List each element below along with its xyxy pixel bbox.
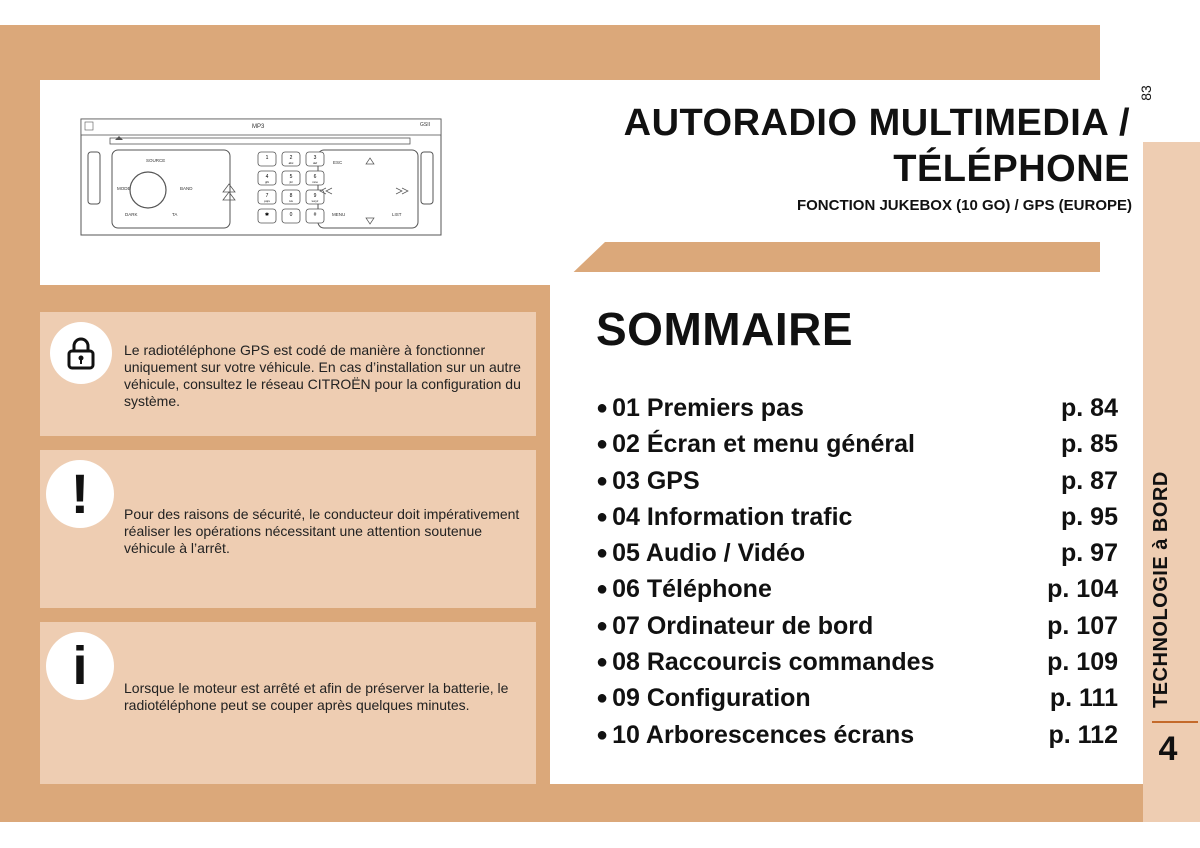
radio-key-number: 8	[289, 193, 293, 199]
radio-display-label: MP3	[252, 124, 265, 130]
bullet-icon: ●	[596, 505, 609, 528]
summary-item-page: p. 107	[1047, 611, 1118, 640]
radio-key-number: 3	[313, 155, 317, 161]
summary-item-label	[596, 537, 805, 573]
summary-item-label	[596, 682, 811, 718]
title-line-1: AUTORADIO MULTIMEDIA /	[623, 102, 1130, 144]
bullet-icon: ●	[596, 687, 609, 710]
title-line-2: TÉLÉPHONE	[893, 148, 1130, 190]
note-warning-text: Pour des raisons de sécurité, le conducteur doit impérativement réaliser les opérations nécessitant une attention soutenue véhicule à l’arrêt.	[124, 506, 520, 556]
page-number: 83	[1138, 85, 1154, 101]
radio-key-letters: wxyz	[311, 199, 319, 203]
summary-item-label	[596, 392, 804, 428]
bullet-icon: ●	[596, 614, 609, 637]
summary-item-label	[596, 465, 700, 501]
summary-item-label	[596, 646, 934, 682]
summary-item-page: p. 87	[1061, 466, 1118, 495]
section-label: TECHNOLOGIE à BORD	[1150, 471, 1172, 708]
radio-key-number: 5	[289, 174, 293, 180]
radio-key-number: 1	[265, 155, 269, 161]
bullet-icon: ●	[596, 433, 609, 456]
summary-list	[596, 392, 1118, 755]
summary-title: SOMMAIRE	[596, 303, 853, 355]
lock-icon	[50, 322, 112, 384]
note-warning	[40, 450, 536, 608]
summary-item-text: 08 Raccourcis commandes	[612, 648, 935, 677]
summary-item-text: 09 Configuration	[612, 684, 811, 713]
radio-key-number: 9	[313, 193, 317, 199]
summary-item-label	[596, 610, 873, 646]
note-lock-text: Le radiotéléphone GPS est codé de manière à fonctionner uniquement sur votre véhicule. En cas d’installation sur un autre véhicule, consultez le réseau CITROËN pour la configuration du système.	[124, 342, 521, 409]
bullet-icon: ●	[596, 651, 609, 674]
radio-band-label: BAND	[180, 186, 193, 191]
summary-item-text: 10 Arborescences écrans	[612, 720, 915, 749]
radio-illustration	[80, 118, 442, 236]
radio-key-number: 7	[265, 193, 269, 199]
radio-dark-label: DARK	[125, 212, 138, 217]
summary-item-text: 02 Écran et menu général	[612, 430, 915, 459]
summary-item-text: 05 Audio / Vidéo	[612, 539, 806, 568]
page-subtitle: FONCTION JUKEBOX (10 GO) / GPS (EUROPE)	[796, 197, 1132, 214]
summary-item-page: p. 109	[1047, 648, 1118, 677]
frame-bottom	[0, 784, 1200, 822]
bullet-icon: ●	[596, 578, 609, 601]
radio-key-number: 2	[289, 155, 293, 161]
summary-item-page: p. 104	[1047, 575, 1118, 604]
summary-item-label	[596, 573, 772, 609]
radio-key-letters: jkl	[289, 180, 293, 184]
chapter-divider	[1152, 721, 1198, 723]
note-info	[40, 622, 536, 784]
summary-item[interactable]	[596, 610, 1118, 646]
summary-item-label	[596, 719, 914, 755]
summary-item-page: p. 85	[1061, 430, 1118, 459]
summary-item[interactable]	[596, 501, 1118, 537]
summary-item-text: 04 Information trafic	[612, 502, 853, 531]
radio-ta-label: TA	[172, 212, 178, 217]
summary-item-text: 06 Téléphone	[612, 575, 772, 604]
summary-item-text: 07 Ordinateur de bord	[612, 611, 874, 640]
radio-mode-label: MODE	[117, 186, 131, 191]
radio-esc-label: ESC	[333, 160, 343, 165]
summary-item-label	[596, 428, 915, 464]
radio-key-letters: def	[312, 161, 318, 165]
summary-item[interactable]	[596, 719, 1118, 755]
radio-key-letters: tuv	[288, 199, 294, 203]
summary-item-page: p. 111	[1049, 684, 1118, 713]
note-info-text: Lorsque le moteur est arrêté et afin de préserver la batterie, le radiotéléphone peut se couper après quelques minutes.	[124, 680, 509, 713]
bullet-icon: ●	[596, 723, 609, 746]
summary-item-page: p. 95	[1061, 502, 1118, 531]
bullet-icon: ●	[596, 469, 609, 492]
summary-item[interactable]	[596, 646, 1118, 682]
radio-key-number: 0	[289, 212, 293, 218]
radio-list-label: LIST	[392, 212, 402, 217]
exclamation-icon: !	[46, 460, 114, 528]
radio-key-letters: ghi	[264, 180, 270, 184]
radio-key-number: #	[313, 212, 317, 218]
bullet-icon: ●	[596, 542, 609, 565]
summary-item-text: 03 GPS	[612, 466, 700, 495]
page-title	[570, 100, 1130, 192]
summary-item[interactable]	[596, 428, 1118, 464]
radio-key-number: 6	[313, 174, 317, 180]
summary-item[interactable]	[596, 682, 1118, 718]
summary-item-page: p. 112	[1048, 720, 1118, 749]
bullet-icon: ●	[596, 397, 609, 419]
radio-key-letters: abc	[288, 161, 294, 165]
radio-key-number: 4	[265, 174, 269, 180]
summary-item-page: p. 84	[1061, 394, 1118, 422]
radio-menu-label: MENU	[332, 212, 346, 217]
chapter-number: 4	[1158, 730, 1178, 768]
radio-key-letters: pqrs	[264, 199, 270, 203]
summary-item-page: p. 97	[1061, 539, 1118, 568]
summary-item[interactable]	[596, 537, 1118, 573]
summary-item-text: 01 Premiers pas	[612, 394, 804, 422]
summary-item-label	[596, 501, 852, 537]
note-lock	[40, 312, 536, 436]
summary-item[interactable]	[596, 573, 1118, 609]
radio-model-label: GSII	[420, 122, 431, 128]
radio-key-number: ✱	[264, 212, 270, 218]
info-icon: i	[46, 632, 114, 700]
radio-key-letters: mno	[312, 180, 318, 184]
radio-source-label: SOURCE	[146, 158, 166, 163]
summary-item[interactable]	[596, 465, 1118, 501]
summary-item[interactable]	[596, 392, 1118, 428]
